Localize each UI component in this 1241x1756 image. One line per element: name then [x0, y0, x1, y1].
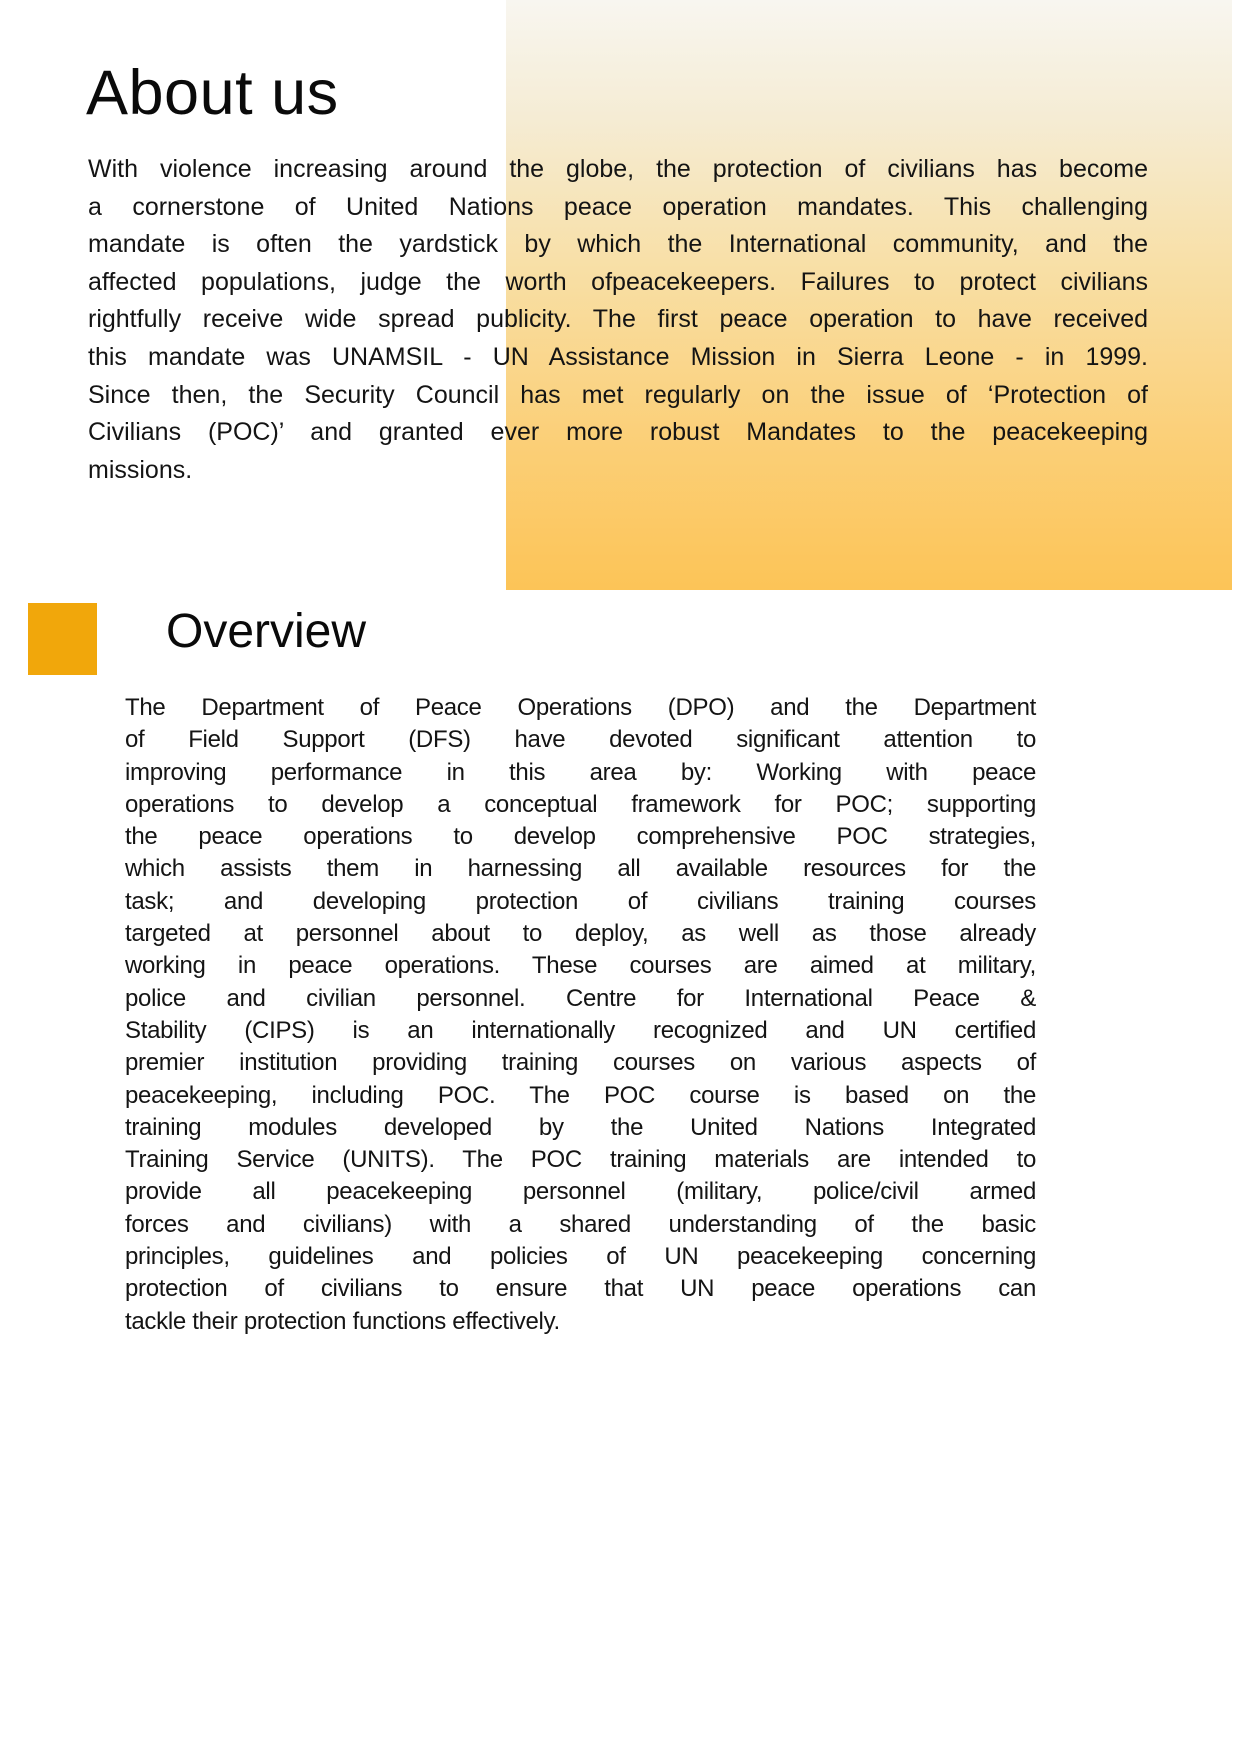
paragraph-line: The Department of Peace Operations (DPO) and the Department — [125, 694, 1036, 721]
paragraph-line: affected populations, judge the worth ofpeacekeepers. Failures to protect civilians — [88, 267, 1148, 296]
paragraph-line: operations to develop a conceptual framework for POC; supporting — [125, 790, 1036, 818]
paragraph-line: this mandate was UNAMSIL - UN Assistance Mission in Sierra Leone - in 1999. — [88, 342, 1148, 371]
paragraph-line: of Field Support (DFS) have devoted significant attention to — [125, 726, 1036, 754]
paragraph-line: premier institution providing training courses on various aspects of — [125, 1049, 1036, 1077]
paragraph-line: With violence increasing around the globe, the protection of civilians has become — [88, 155, 1148, 183]
paragraph-line: working in peace operations. These courses are aimed at military, — [125, 952, 1036, 980]
paragraph-line: Civilians (POC)’ and granted ever more robust Mandates to the peacekeeping — [88, 418, 1148, 447]
paragraph-line: Training Service (UNITS). The POC training materials are intended to — [125, 1146, 1036, 1174]
paragraph-line: tackle their protection functions effectively. — [125, 1307, 560, 1335]
paragraph-line: principles, guidelines and policies of UN peacekeeping concerning — [125, 1243, 1036, 1271]
page-title: About us — [86, 58, 339, 128]
paragraph-line: task; and developing protection of civilians training courses — [125, 887, 1036, 915]
overview-section-marker — [28, 603, 97, 675]
paragraph-line: which assists them in harnessing all available resources for the — [125, 855, 1036, 883]
paragraph-line: a cornerstone of United Nations peace operation mandates. This challenging — [88, 192, 1148, 221]
paragraph-line: missions. — [88, 455, 193, 484]
paragraph-line: forces and civilians) with a shared understanding of the basic — [125, 1210, 1036, 1238]
paragraph-line: peacekeeping, including POC. The POC course is based on the — [125, 1081, 1036, 1109]
overview-paragraph — [125, 692, 1036, 1338]
paragraph-line: protection of civilians to ensure that UN peace operations can — [125, 1275, 1036, 1303]
paragraph-line: Since then, the Security Council has met regularly on the issue of ‘Protection of — [88, 380, 1148, 409]
paragraph-line: provide all peacekeeping personnel (military, police/civil armed — [125, 1178, 1036, 1206]
paragraph-line: rightfully receive wide spread publicity. The first peace operation to have received — [88, 305, 1148, 334]
paragraph-line: mandate is often the yardstick by which the International community, and the — [88, 230, 1148, 259]
overview-heading: Overview — [166, 605, 367, 658]
paragraph-line: improving performance in this area by: Working with peace — [125, 758, 1036, 786]
about-intro-paragraph — [88, 151, 1148, 489]
paragraph-line: targeted at personnel about to deploy, as well as those already — [125, 920, 1036, 948]
paragraph-line: Stability (CIPS) is an internationally recognized and UN certified — [125, 1016, 1036, 1044]
paragraph-line: training modules developed by the United Nations Integrated — [125, 1113, 1036, 1141]
paragraph-line: police and civilian personnel. Centre for International Peace & — [125, 984, 1036, 1012]
paragraph-line: the peace operations to develop comprehensive POC strategies, — [125, 823, 1036, 851]
